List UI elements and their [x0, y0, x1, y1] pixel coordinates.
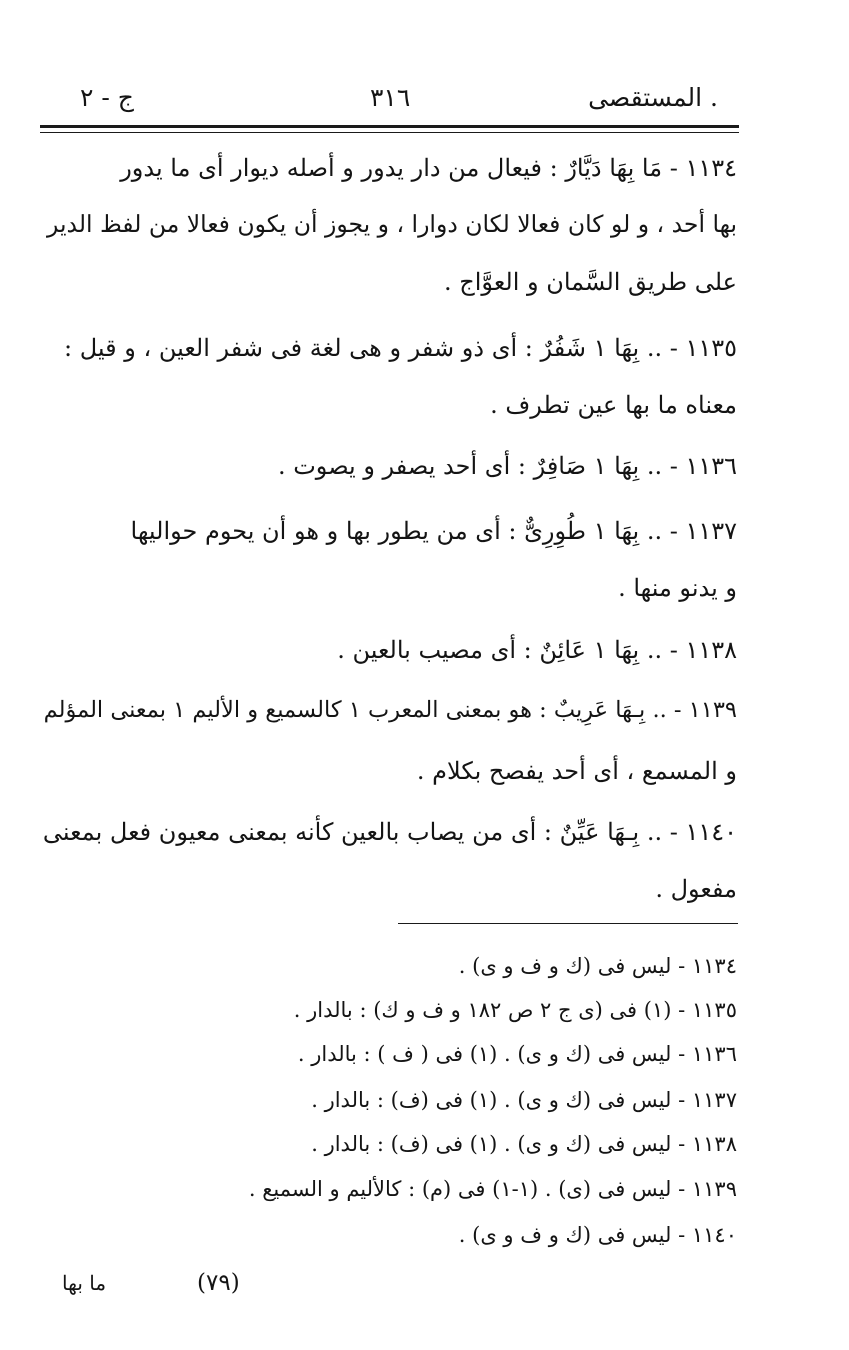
entry-1138-line-1: ١١٣٨ - .. بِهَا ١ عَائِنٌ : أى مصيب بالعين .	[337, 636, 737, 664]
entry-1136-line-1: ١١٣٦ - .. بِهَا ١ صَافِرٌ : أى أحد يصفر و يصوت .	[277, 452, 737, 480]
entry-1134-line-3: على طريق السَّمان و العوَّاج .	[444, 268, 737, 296]
footnote-1138: ١١٣٨ - ليس فى (ك و ى) . (١) فى (ف) : بالدار .	[311, 1132, 737, 1156]
entry-1135-line-2: معناه ما بها عين تطرف .	[490, 391, 737, 419]
entry-1134-line-1: ١١٣٤ - مَا بِهَا دَيَّارٌ : فيعال من دار يدور و أصله ديوار أى ما يدور	[120, 154, 737, 182]
entry-1134-line-2: بها أحد ، و لو كان فعالا لكان دوارا ، و يجوز أن يكون فعالا من لفظ الدير	[47, 210, 737, 238]
entry-1137-line-2: و يدنو منها .	[618, 574, 737, 602]
footnote-1137: ١١٣٧ - ليس فى (ك و ى) . (١) فى (ف) : بالدار .	[311, 1088, 737, 1112]
running-title: . المستقصى	[588, 83, 718, 112]
header-rule-thin	[40, 132, 739, 133]
running-header	[40, 78, 740, 118]
entry-1139-line-2: و المسمع ، أى أحد يفصح بكلام .	[416, 757, 737, 785]
footnote-1136: ١١٣٦ - ليس فى (ك و ى) . (١) فى ( ف ) : بالدار .	[297, 1042, 737, 1066]
footnote-1139: ١١٣٩ - ليس فى (ى) . (١-١) فى (م) : كالأليم و السميع .	[248, 1177, 737, 1201]
entry-1140-line-1: ١١٤٠ - .. بِـهَا عَيِّنٌ : أى من يصاب بالعين كأنه بمعنى معيون فعل بمعنى	[42, 818, 737, 846]
entry-1137-line-1: ١١٣٧ - .. بِهَا ١ طُوِرِىٌّ : أى من يطور بها و هو أن يحوم حواليها	[130, 517, 737, 545]
page-number: ٣١٦	[370, 83, 411, 112]
entry-1135-line-1: ١١٣٥ - .. بِهَا ١ شَفُرٌ : أى ذو شفر و هى لغة فى شفر العين ، و قيل :	[64, 334, 737, 362]
signature-mark: (٧٩)	[197, 1270, 240, 1296]
footnote-1135: ١١٣٥ - (١) فى (ى ج ٢ ص ١٨٢ و ف و ك) : بالدار .	[293, 998, 737, 1022]
entry-1140-line-2: مفعول .	[655, 875, 737, 903]
header-rule-thick	[40, 125, 739, 128]
footnote-rule	[398, 923, 738, 924]
footnote-1134: ١١٣٤ - ليس فى (ك و ف و ى) .	[458, 954, 737, 978]
footnote-1140: ١١٤٠ - ليس فى (ك و ف و ى) .	[458, 1223, 737, 1247]
volume-label: ج - ٢	[80, 83, 134, 112]
catchword: ما بها	[62, 1271, 107, 1295]
entry-1139-line-1: ١١٣٩ - .. بِـهَا عَرِيبٌ : هو بمعنى المعرب ١ كالسميع و الأليم ١ بمعنى المؤلم	[43, 697, 737, 723]
